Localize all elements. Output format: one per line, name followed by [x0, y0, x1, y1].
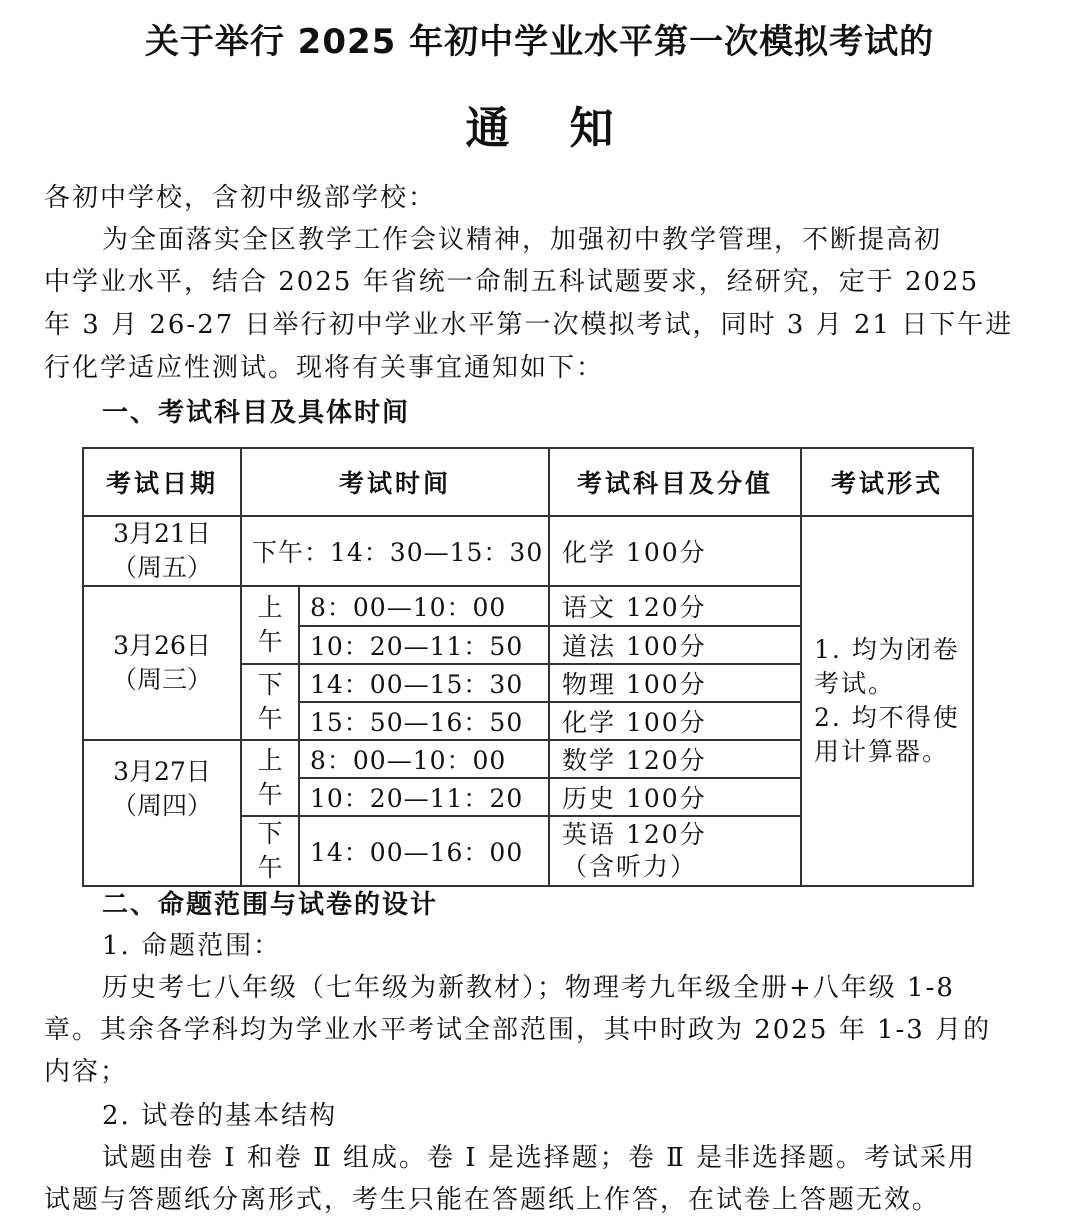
salutation: 各初中学校，含初中级部学校： [44, 183, 437, 213]
intro-line: 行化学适应性测试。现将有关事宜通知如下： [44, 353, 605, 383]
period-am [241, 586, 299, 664]
subject-cell: 语文 120分 [549, 586, 801, 626]
period-text: 下午 [257, 819, 283, 882]
form-line: 用计算器。 [814, 737, 950, 766]
header-subject: 考试科目及分值 [549, 448, 801, 516]
table-header-row [83, 448, 973, 516]
period-text: 上午 [257, 746, 283, 809]
intro-line: 为全面落实全区教学工作会议精神，加强初中教学管理，不断提高初 [102, 225, 943, 255]
subject-cell: 道法 100分 [549, 626, 801, 664]
date-text: 3月21日 [113, 519, 211, 548]
date-text: 3月27日 [113, 757, 211, 786]
item1-line: 历史考七八年级（七年级为新教材）；物理考九年级全册+八年级 1-8 [102, 973, 955, 1003]
item1-line: 章。其余各学科均为学业水平考试全部范围，其中时政为 2025 年 1-3 月的 [44, 1015, 992, 1045]
period-am [241, 740, 299, 816]
header-date: 考试日期 [83, 448, 241, 516]
item2-line: 试题由卷 Ⅰ 和卷 Ⅱ 组成。卷 Ⅰ 是选择题；卷 Ⅱ 是非选择题。考试采用 [102, 1143, 977, 1173]
subject-cell: 化学 100分 [549, 702, 801, 740]
date-cell [83, 516, 241, 586]
item1-line: 内容； [44, 1057, 129, 1087]
subject-cell [549, 816, 801, 886]
time-cell: 15：50—16：50 [299, 702, 549, 740]
weekday-text: （周三） [111, 665, 212, 694]
form-line: 考试。 [814, 669, 896, 698]
date-cell [83, 740, 241, 886]
document-subtitle: 通知 [465, 103, 674, 154]
time-cell: 下午：14：30—15：30 [241, 516, 549, 586]
subject-cell: 化学 100分 [549, 516, 801, 586]
time-cell: 14：00—15：30 [299, 664, 549, 702]
weekday-text: （周四） [111, 791, 212, 820]
header-time: 考试时间 [241, 448, 549, 516]
period-pm [241, 664, 299, 740]
weekday-text: （周五） [111, 553, 212, 582]
form-line: 2. 均不得使 [814, 703, 960, 732]
section-heading-1: 一、考试科目及具体时间 [102, 398, 411, 428]
intro-line: 年 3 月 26-27 日举行初中学业水平第一次模拟考试，同时 3 月 21 日下午进 [44, 310, 1014, 340]
date-text: 3月26日 [113, 631, 211, 660]
time-cell: 10：20—11：50 [299, 626, 549, 664]
item1-title: 1. 命题范围： [102, 931, 282, 961]
period-text: 下午 [257, 670, 283, 733]
table-row [83, 516, 973, 586]
intro-line: 中学业水平，结合 2025 年省统一命制五科试题要求，经研究，定于 2025 [44, 267, 980, 297]
time-cell: 8：00—10：00 [299, 586, 549, 626]
form-line: 1. 均为闭卷 [814, 635, 960, 664]
time-cell: 10：20—11：20 [299, 778, 549, 816]
time-cell: 14：00—16：00 [299, 816, 549, 886]
form-cell [801, 516, 973, 886]
item2-line: 试题与答题纸分离形式，考生只能在答题纸上作答，在试卷上答题无效。 [44, 1185, 941, 1215]
section-heading-2: 二、命题范围与试卷的设计 [102, 890, 439, 920]
subject-cell: 数学 120分 [549, 740, 801, 778]
document-title: 关于举行 2025 年初中学业水平第一次模拟考试的 [144, 22, 935, 62]
item2-title: 2. 试卷的基本结构 [102, 1101, 338, 1131]
exam-schedule-table [82, 447, 974, 887]
subject-cell: 物理 100分 [549, 664, 801, 702]
subject-note: （含听力） [562, 852, 698, 881]
date-cell [83, 586, 241, 740]
period-pm [241, 816, 299, 886]
subject-cell: 历史 100分 [549, 778, 801, 816]
header-form: 考试形式 [801, 448, 973, 516]
time-cell: 8：00—10：00 [299, 740, 549, 778]
subject-text: 英语 120分 [562, 820, 707, 849]
period-text: 上午 [257, 593, 283, 656]
